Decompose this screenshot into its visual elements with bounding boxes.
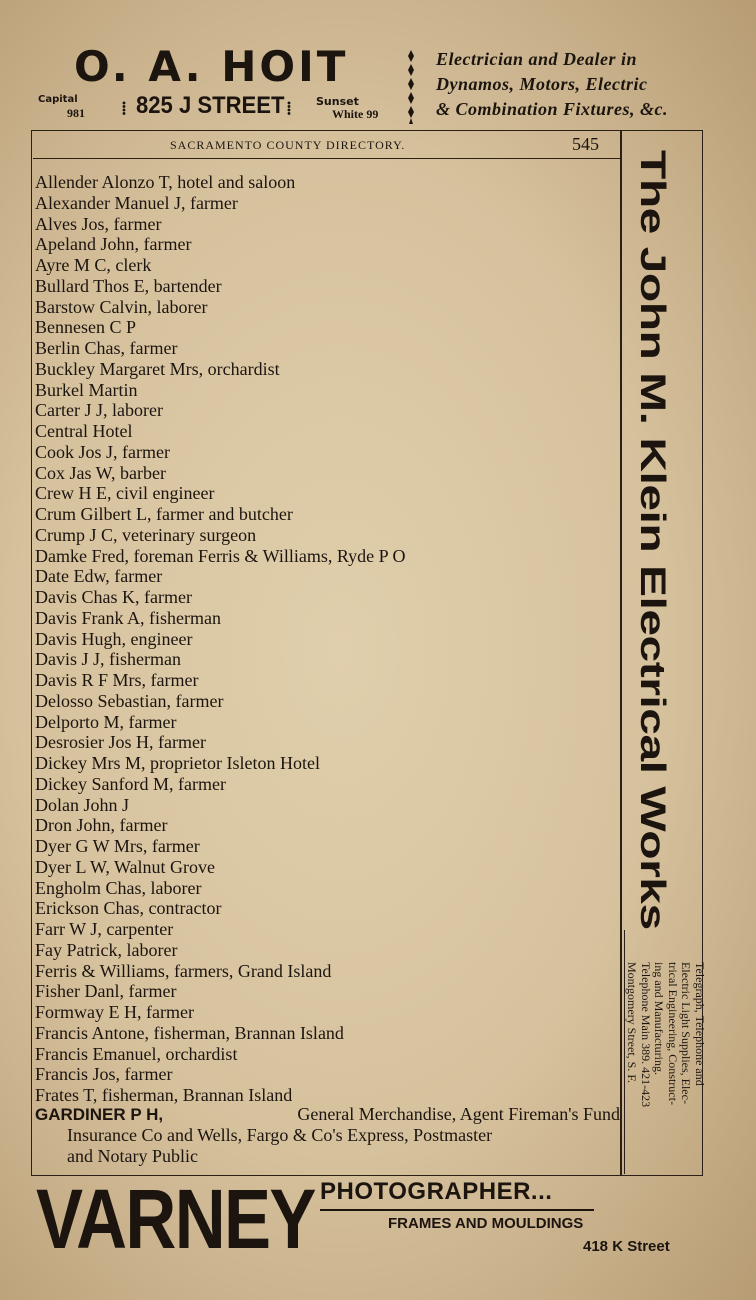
directory-entry: Francis Emanuel, orchardist [35, 1043, 238, 1064]
directory-entry: Apeland John, farmer [35, 234, 192, 255]
sunset-label: Sunset [316, 95, 359, 108]
directory-entry: Ferris & Williams, farmers, Grand Island [35, 960, 332, 981]
directory-entry: Date Edw, farmer [35, 566, 163, 587]
directory-entry: Bullard Thos E, bartender [35, 275, 222, 296]
directory-entry: Ayre M C, clerk [35, 255, 152, 275]
directory-entry: Central Hotel [35, 421, 133, 441]
directory-entry: Cox Jas W, barber [35, 462, 166, 483]
directory-entry: Dolan John J [35, 794, 129, 815]
column-divider [620, 130, 622, 1176]
directory-entry: Delporto M, farmer [35, 711, 177, 732]
gardiner-line-3: and Notary Public [67, 1146, 198, 1166]
hoit-line-2: Dynamos, Motors, Electric [436, 74, 648, 94]
hoit-street: 825 J STREET [136, 92, 285, 119]
photographer-rule [320, 1209, 594, 1211]
klein-line-4: ing and Manufacturing. [652, 962, 667, 1075]
hoit-line-1: Electrician and Dealer in [436, 49, 637, 69]
directory-entry: Dickey Mrs M, proprietor Isleton Hotel [35, 753, 320, 773]
directory-entry: Crew H E, civil engineer [35, 483, 215, 504]
directory-entry: Farr W J, carpenter [35, 919, 174, 939]
directory-entry: Fay Patrick, laborer [35, 939, 178, 960]
directory-entry: Dickey Sanford M, farmer [35, 773, 226, 794]
ornament-icon [405, 50, 417, 124]
page-number: 545 [572, 134, 599, 154]
gardiner-name: GARDINER P H, [35, 1105, 164, 1124]
klein-line-2: Electric Light Supplies, Elec- [679, 962, 694, 1104]
directory-entry: Davis R F Mrs, farmer [35, 670, 199, 690]
page-title: SACRAMENTO COUNTY DIRECTORY. [170, 138, 406, 152]
directory-entry: Damke Fred, foreman Ferris & Williams, Ryde P O [35, 545, 406, 566]
klein-address-block [625, 962, 706, 1107]
directory-entry: Engholm Chas, laborer [35, 877, 202, 898]
directory-entry: Allender Alonzo T, hotel and saloon [35, 172, 296, 192]
directory-entry: Carter J J, laborer [35, 400, 163, 421]
directory-entry: Dyer L W, Walnut Grove [35, 856, 216, 877]
gardiner-entry [35, 1104, 620, 1167]
directory-entry: Davis Hugh, engineer [35, 628, 193, 649]
directory-entry: Fisher Danl, farmer [35, 981, 177, 1002]
directory-entry: Delosso Sebastian, farmer [35, 690, 224, 711]
hoit-line-3: & Combination Fixtures, &c. [436, 99, 669, 119]
klein-title-text: The John M. Klein Electrical Works [632, 150, 672, 930]
divider-tick-right: ⁞ [286, 98, 292, 118]
varney-name: VARNEY [36, 1172, 315, 1266]
photographer-title: PHOTOGRAPHER... [320, 1178, 553, 1205]
klein-line-3: trical Engineering, Construct- [666, 962, 680, 1105]
header-rule [33, 158, 620, 159]
directory-entry: Barstow Calvin, laborer [35, 296, 208, 317]
directory-entry: Dyer G W Mrs, farmer [35, 836, 200, 856]
directory-entry: Francis Antone, fisherman, Brannan Island [35, 1022, 344, 1043]
directory-entry: Dron John, farmer [35, 815, 168, 836]
hoit-advertisement [0, 0, 756, 128]
directory-entry: Francis Jos, farmer [35, 1064, 173, 1085]
directory-entry: Erickson Chas, contractor [35, 898, 222, 919]
directory-entry: Buckley Margaret Mrs, orchardist [35, 358, 280, 379]
directory-entry: Davis Frank A, fisherman [35, 607, 221, 628]
hoit-name: O. A. HOIT [74, 42, 349, 91]
klein-line-6: Montgomery Street, S. F. [625, 962, 640, 1084]
varney-address: 418 K Street [583, 1238, 670, 1255]
directory-entry: Crum Gilbert L, farmer and butcher [35, 504, 293, 524]
directory-entry: Crump J C, veterinary surgeon [35, 524, 257, 545]
gardiner-line-2: Insurance Co and Wells, Fargo & Co's Express, Postmaster [67, 1125, 493, 1145]
directory-entry: Alexander Manuel J, farmer [35, 192, 238, 213]
directory-entry: Desrosier Jos H, farmer [35, 732, 206, 753]
divider-tick-left: ⁞ [121, 98, 127, 118]
directory-entry: Davis Chas K, farmer [35, 587, 192, 607]
directory-entry: Burkel Martin [35, 379, 138, 400]
directory-entry: Formway E H, farmer [35, 1002, 194, 1022]
directory-entry: Frates T, fisherman, Brannan Island [35, 1085, 293, 1105]
entry-list [35, 172, 617, 1106]
directory-entry: Bennesen C P [35, 317, 136, 338]
directory-entry: Cook Jos J, farmer [35, 441, 170, 462]
capital-label: Capital [38, 94, 78, 105]
sunset-number: White 99 [332, 107, 379, 121]
frames-line: FRAMES AND MOULDINGS [388, 1215, 584, 1232]
directory-entry: Davis J J, fisherman [35, 649, 181, 670]
klein-line-1: Telegraph, Telephone and [693, 962, 707, 1086]
gardiner-line-1: General Merchandise, Agent Fireman's Fund [297, 1104, 620, 1124]
directory-entry: Alves Jos, farmer [35, 213, 162, 234]
capital-number: 981 [67, 106, 85, 120]
klein-advertisement-title [628, 150, 676, 930]
directory-entry: Berlin Chas, farmer [35, 338, 178, 358]
klein-line-5: Telephone Main 389. 421-423 [639, 962, 653, 1108]
